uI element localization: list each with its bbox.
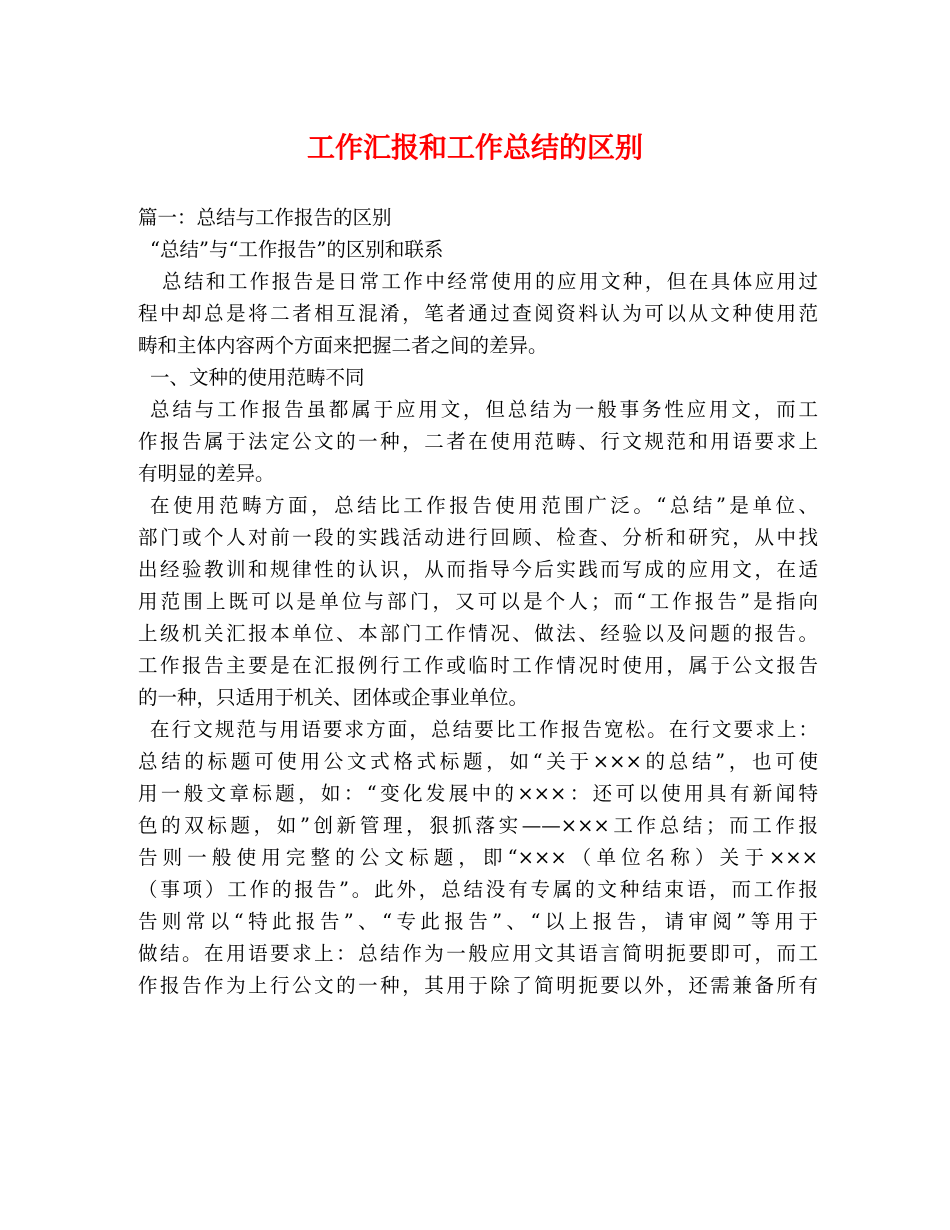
paragraph-line: 用范围上既可以是单位与部门，又可以是个人；而“工作报告”是指向 bbox=[138, 590, 818, 613]
paragraph-line: 上级机关汇报本单位、本部门工作情况、做法、经验以及问题的报告。 bbox=[138, 622, 818, 645]
document-body bbox=[138, 202, 818, 1002]
paragraph-line: 有明显的差异。 bbox=[138, 462, 275, 485]
paragraph-line: 的一种，只适用于机关、团体或企事业单位。 bbox=[138, 686, 529, 709]
paragraph-line: 总结和工作报告是日常工作中经常使用的应用文种，但在具体应用过 bbox=[162, 270, 818, 293]
paragraph-line: 部门或个人对前一段的实践活动进行回顾、检查、分析和研究，从中找 bbox=[138, 526, 818, 549]
paragraph-line: 总结的标题可使用公文式格式标题，如“关于×××的总结”，也可使 bbox=[138, 750, 818, 773]
paragraph-line: 告则常以“特此报告”、“专此报告”、“以上报告，请审阅”等用于 bbox=[138, 910, 818, 933]
paragraph-line: 出经验教训和规律性的认识，从而指导今后实践而写成的应用文，在适 bbox=[138, 558, 818, 581]
paragraph-line: 用一般文章标题，如：“变化发展中的×××：还可以使用具有新闻特 bbox=[138, 782, 818, 805]
paragraph-line: 作报告作为上行公文的一种，其用于除了简明扼要以外，还需兼备所有 bbox=[138, 974, 818, 997]
page-title: 工作汇报和工作总结的区别 bbox=[306, 131, 643, 164]
paragraph-line: 在使用范畴方面，总结比工作报告使用范围广泛。“总结”是单位、 bbox=[150, 494, 818, 517]
paragraph-line: 一、文种的使用范畴不同 bbox=[150, 366, 365, 389]
paragraph-line: 告则一般使用完整的公文标题，即“×××（单位名称）关于××× bbox=[138, 846, 818, 869]
paragraph-line: 色的双标题，如”创新管理，狠抓落实——×××工作总结；而工作报 bbox=[138, 814, 818, 837]
paragraph-line: （事项）工作的报告”。此外，总结没有专属的文种结束语，而工作报 bbox=[138, 878, 818, 901]
paragraph-line: 作报告属于法定公文的一种，二者在使用范畴、行文规范和用语要求上 bbox=[138, 430, 818, 453]
paragraph-line: 总结与工作报告虽都属于应用文，但总结为一般事务性应用文，而工 bbox=[150, 398, 818, 421]
paragraph-line: 在行文规范与用语要求方面，总结要比工作报告宽松。在行文要求上： bbox=[150, 718, 818, 741]
paragraph-line: “总结”与“工作报告”的区别和联系 bbox=[150, 238, 444, 261]
paragraph-line: 篇一：总结与工作报告的区别 bbox=[138, 206, 392, 229]
paragraph-line: 工作报告主要是在汇报例行工作或临时工作情况时使用，属于公文报告 bbox=[138, 654, 818, 677]
paragraph-line: 程中却总是将二者相互混淆，笔者通过查阅资料认为可以从文种使用范 bbox=[138, 302, 818, 325]
paragraph-line: 做结。在用语要求上：总结作为一般应用文其语言简明扼要即可，而工 bbox=[138, 942, 818, 965]
paragraph-line: 畴和主体内容两个方面来把握二者之间的差异。 bbox=[138, 334, 548, 357]
